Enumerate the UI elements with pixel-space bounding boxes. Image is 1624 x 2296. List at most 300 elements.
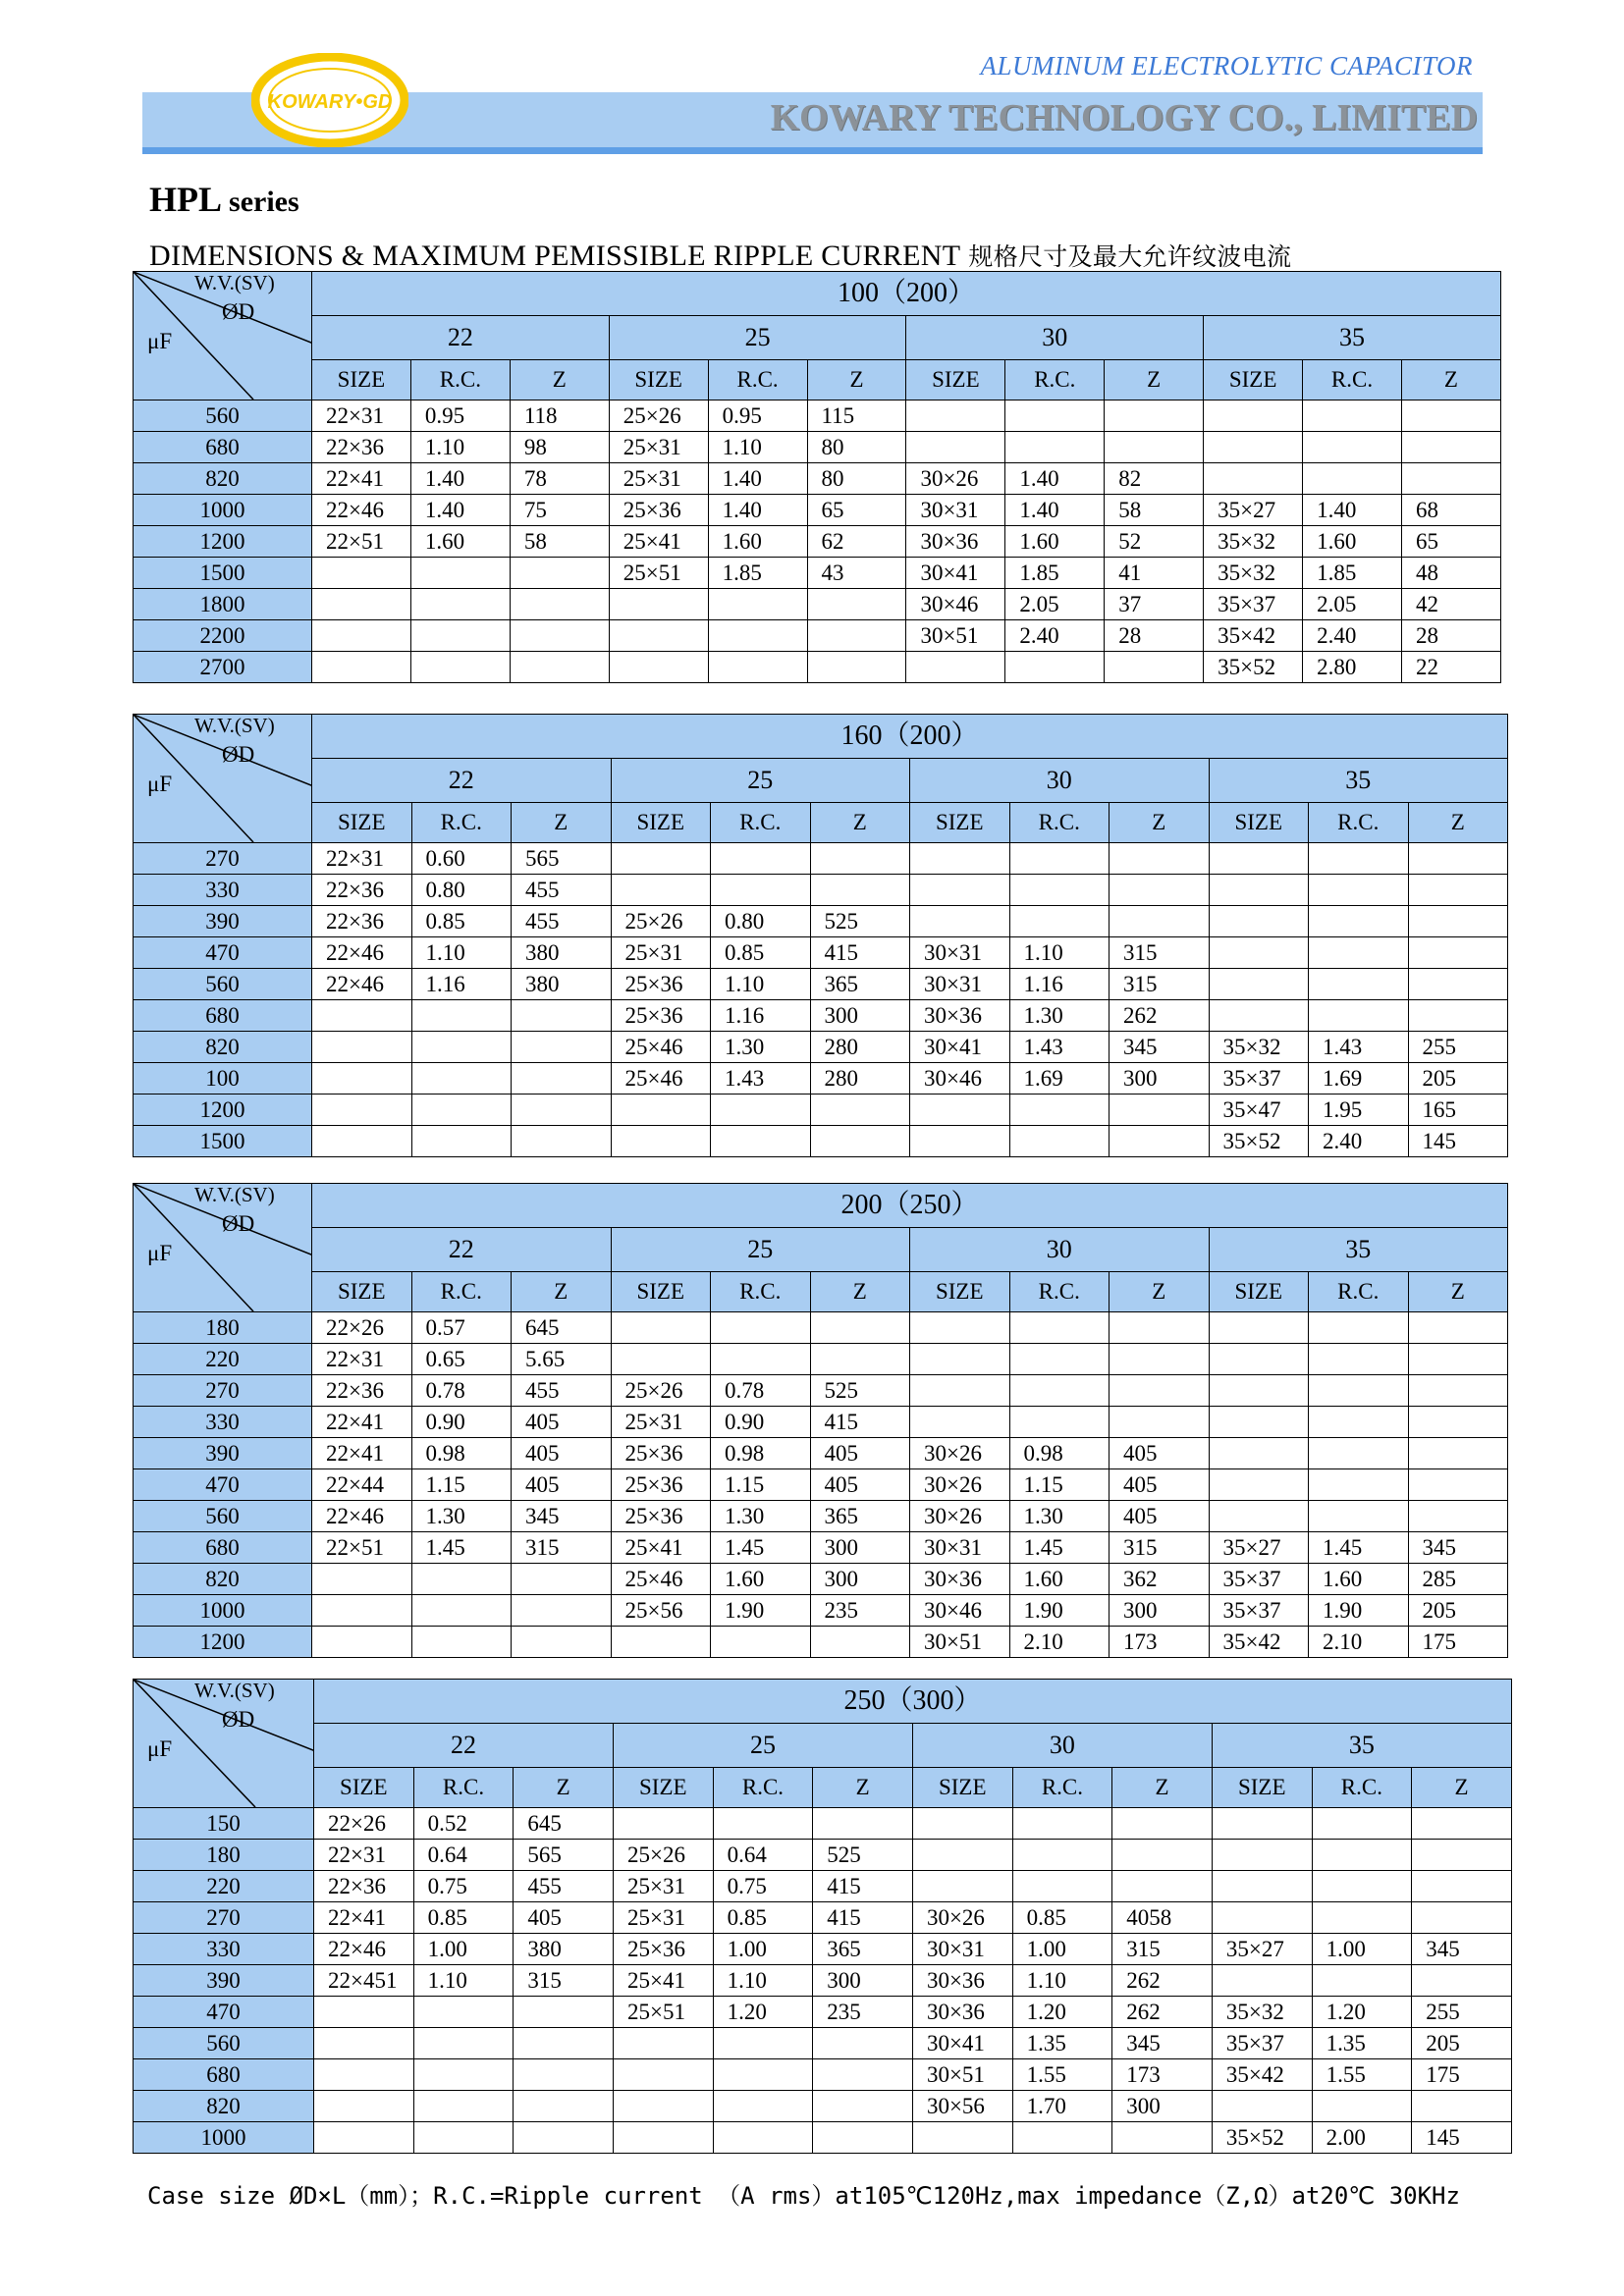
column-header: R.C. bbox=[411, 803, 512, 843]
impedance-cell bbox=[1408, 843, 1508, 875]
impedance-cell: 380 bbox=[512, 969, 612, 1000]
size-cell: 30×36 bbox=[910, 1564, 1010, 1595]
size-cell bbox=[912, 1871, 1012, 1902]
impedance-cell: 173 bbox=[1112, 2059, 1213, 2091]
impedance-cell bbox=[1408, 969, 1508, 1000]
size-cell: 25×36 bbox=[609, 495, 708, 526]
size-cell: 22×36 bbox=[312, 1375, 412, 1407]
size-cell bbox=[613, 2059, 713, 2091]
ripple-current-cell: 1.10 bbox=[711, 969, 811, 1000]
impedance-cell: 315 bbox=[1110, 937, 1210, 969]
size-cell bbox=[1212, 1808, 1312, 1840]
ripple-current-cell: 1.00 bbox=[413, 1934, 514, 1965]
ripple-current-cell bbox=[411, 1564, 512, 1595]
impedance-cell: 65 bbox=[1401, 526, 1500, 558]
impedance-cell bbox=[1112, 1871, 1213, 1902]
ripple-current-cell bbox=[711, 1344, 811, 1375]
impedance-cell: 315 bbox=[514, 1965, 614, 1997]
capacitance-cell: 680 bbox=[134, 2059, 314, 2091]
corner-header bbox=[134, 1680, 314, 1808]
impedance-cell: 255 bbox=[1412, 1997, 1512, 2028]
table-row bbox=[134, 2059, 1512, 2091]
ripple-current-cell: 0.57 bbox=[411, 1312, 512, 1344]
size-cell: 25×36 bbox=[611, 1438, 711, 1469]
column-header: SIZE bbox=[613, 1768, 713, 1808]
capacitance-cell: 330 bbox=[134, 1934, 314, 1965]
impedance-cell bbox=[1412, 1965, 1512, 1997]
size-cell bbox=[314, 2122, 414, 2154]
table-row bbox=[134, 843, 1508, 875]
size-cell bbox=[314, 2028, 414, 2059]
capacitance-cell: 330 bbox=[134, 875, 312, 906]
table-row bbox=[134, 969, 1508, 1000]
column-header: Z bbox=[1408, 1272, 1508, 1312]
column-header: Z bbox=[1105, 360, 1204, 400]
size-cell bbox=[312, 1063, 412, 1095]
table-row bbox=[134, 1532, 1508, 1564]
table-row bbox=[134, 1407, 1508, 1438]
ripple-current-cell bbox=[1009, 906, 1110, 937]
impedance-cell: 80 bbox=[807, 463, 906, 495]
ripple-current-cell bbox=[708, 652, 807, 683]
size-cell bbox=[1209, 1438, 1309, 1469]
ripple-current-cell: 1.90 bbox=[1009, 1595, 1110, 1627]
size-cell bbox=[611, 1095, 711, 1126]
size-cell bbox=[1209, 937, 1309, 969]
size-cell: 30×26 bbox=[910, 1501, 1010, 1532]
size-cell: 25×41 bbox=[609, 526, 708, 558]
impedance-cell: 255 bbox=[1408, 1032, 1508, 1063]
column-header: Z bbox=[510, 360, 609, 400]
ripple-current-cell: 1.40 bbox=[1303, 495, 1402, 526]
ripple-current-cell: 2.40 bbox=[1005, 620, 1105, 652]
impedance-cell bbox=[1110, 1312, 1210, 1344]
ripple-current-cell: 1.10 bbox=[411, 937, 512, 969]
column-header: R.C. bbox=[410, 360, 510, 400]
impedance-cell: 525 bbox=[813, 1840, 913, 1871]
impedance-cell bbox=[1401, 432, 1500, 463]
table-100v bbox=[133, 271, 1501, 683]
size-cell: 22×36 bbox=[312, 432, 411, 463]
column-header: SIZE bbox=[1212, 1768, 1312, 1808]
size-cell: 35×37 bbox=[1209, 1564, 1309, 1595]
impedance-cell: 380 bbox=[514, 1934, 614, 1965]
capacitance-cell: 820 bbox=[134, 463, 312, 495]
ripple-current-cell bbox=[413, 2122, 514, 2154]
diameter-header: 30 bbox=[906, 316, 1204, 360]
impedance-cell: 68 bbox=[1401, 495, 1500, 526]
impedance-cell bbox=[512, 1032, 612, 1063]
table-row bbox=[134, 937, 1508, 969]
corner-wv-label: W.V.(SV) bbox=[194, 271, 275, 294]
size-cell: 22×41 bbox=[312, 1407, 412, 1438]
table-row bbox=[134, 652, 1501, 683]
size-cell bbox=[910, 1375, 1010, 1407]
ripple-current-cell: 0.95 bbox=[708, 400, 807, 432]
table-160v bbox=[133, 714, 1508, 1157]
impedance-cell bbox=[810, 843, 910, 875]
impedance-cell bbox=[512, 1000, 612, 1032]
size-cell: 30×36 bbox=[912, 1965, 1012, 1997]
size-cell: 22×46 bbox=[312, 937, 412, 969]
ripple-current-cell bbox=[1312, 2091, 1412, 2122]
size-cell bbox=[611, 1312, 711, 1344]
impedance-cell: 175 bbox=[1412, 2059, 1512, 2091]
logo-text: KOWARY•GD bbox=[267, 91, 393, 113]
ripple-current-cell: 2.80 bbox=[1303, 652, 1402, 683]
size-cell: 35×42 bbox=[1212, 2059, 1312, 2091]
ripple-current-cell: 0.85 bbox=[711, 937, 811, 969]
table-row bbox=[134, 432, 1501, 463]
ripple-current-cell bbox=[1005, 652, 1105, 683]
size-cell: 35×32 bbox=[1204, 558, 1303, 589]
ripple-current-cell bbox=[713, 2122, 813, 2154]
ripple-current-cell: 0.78 bbox=[411, 1375, 512, 1407]
size-cell: 25×36 bbox=[611, 1000, 711, 1032]
ripple-current-cell: 0.98 bbox=[711, 1438, 811, 1469]
size-cell bbox=[910, 906, 1010, 937]
diameter-header: 35 bbox=[1204, 316, 1501, 360]
impedance-cell bbox=[1408, 1375, 1508, 1407]
ripple-current-cell bbox=[1009, 1126, 1110, 1157]
corner-diameter-label: ØD bbox=[222, 1211, 255, 1236]
capacitance-cell: 180 bbox=[134, 1840, 314, 1871]
impedance-cell bbox=[514, 2028, 614, 2059]
ripple-current-cell: 1.00 bbox=[1312, 1934, 1412, 1965]
impedance-cell: 58 bbox=[510, 526, 609, 558]
size-cell: 35×37 bbox=[1209, 1063, 1309, 1095]
impedance-cell: 405 bbox=[512, 1407, 612, 1438]
ripple-current-cell: 2.40 bbox=[1309, 1126, 1409, 1157]
ripple-current-cell: 1.10 bbox=[1012, 1965, 1112, 1997]
size-cell bbox=[609, 620, 708, 652]
size-cell bbox=[1209, 906, 1309, 937]
corner-wv-label: W.V.(SV) bbox=[194, 1679, 275, 1702]
ripple-current-cell: 1.70 bbox=[1012, 2091, 1112, 2122]
impedance-cell: 345 bbox=[1408, 1532, 1508, 1564]
size-cell: 35×32 bbox=[1212, 1997, 1312, 2028]
impedance-cell: 300 bbox=[1110, 1595, 1210, 1627]
size-cell: 35×52 bbox=[1204, 652, 1303, 683]
impedance-cell bbox=[514, 1997, 614, 2028]
ripple-current-cell: 0.90 bbox=[711, 1407, 811, 1438]
size-cell bbox=[312, 620, 411, 652]
ripple-current-cell bbox=[711, 875, 811, 906]
diameter-header: 30 bbox=[912, 1724, 1212, 1768]
size-cell: 22×51 bbox=[312, 526, 411, 558]
kowary-logo bbox=[251, 53, 408, 147]
corner-diameter-label: ØD bbox=[222, 1707, 255, 1732]
size-cell bbox=[1209, 1469, 1309, 1501]
impedance-cell bbox=[810, 1627, 910, 1658]
impedance-cell: 80 bbox=[807, 432, 906, 463]
size-cell: 30×46 bbox=[910, 1063, 1010, 1095]
subtitle-cn: 规格尺寸及最大允许纹波电流 bbox=[968, 242, 1292, 271]
ripple-current-cell: 1.60 bbox=[410, 526, 510, 558]
voltage-header: 100（200） bbox=[312, 272, 1501, 316]
ripple-current-cell: 1.43 bbox=[1309, 1032, 1409, 1063]
impedance-cell: 205 bbox=[1408, 1595, 1508, 1627]
ripple-current-cell: 0.98 bbox=[411, 1438, 512, 1469]
size-cell: 30×56 bbox=[912, 2091, 1012, 2122]
impedance-cell bbox=[1401, 463, 1500, 495]
impedance-cell bbox=[514, 2091, 614, 2122]
ripple-current-cell: 1.40 bbox=[1005, 495, 1105, 526]
impedance-cell: 43 bbox=[807, 558, 906, 589]
size-cell: 22×26 bbox=[312, 1312, 412, 1344]
series-title bbox=[149, 179, 299, 220]
impedance-cell bbox=[1408, 1344, 1508, 1375]
size-cell bbox=[312, 1627, 412, 1658]
impedance-cell: 300 bbox=[1110, 1063, 1210, 1095]
table-row bbox=[134, 875, 1508, 906]
size-cell bbox=[1209, 875, 1309, 906]
ripple-current-cell: 0.75 bbox=[413, 1871, 514, 1902]
capacitance-cell: 560 bbox=[134, 400, 312, 432]
impedance-cell bbox=[1412, 1840, 1512, 1871]
column-header: Z bbox=[514, 1768, 614, 1808]
impedance-cell: 405 bbox=[512, 1438, 612, 1469]
capacitance-cell: 1000 bbox=[134, 495, 312, 526]
capacitance-cell: 820 bbox=[134, 2091, 314, 2122]
ripple-current-cell: 1.35 bbox=[1312, 2028, 1412, 2059]
ripple-current-cell: 1.16 bbox=[711, 1000, 811, 1032]
capacitance-cell: 470 bbox=[134, 1469, 312, 1501]
size-cell: 22×41 bbox=[312, 463, 411, 495]
size-cell: 22×31 bbox=[312, 1344, 412, 1375]
table-row bbox=[134, 2091, 1512, 2122]
ripple-current-cell: 1.60 bbox=[711, 1564, 811, 1595]
ripple-current-cell bbox=[1009, 843, 1110, 875]
size-cell: 22×31 bbox=[314, 1840, 414, 1871]
ripple-current-cell bbox=[1312, 1871, 1412, 1902]
diameter-header: 25 bbox=[611, 759, 910, 803]
impedance-cell bbox=[510, 558, 609, 589]
impedance-cell: 405 bbox=[1110, 1501, 1210, 1532]
impedance-cell: 315 bbox=[512, 1532, 612, 1564]
column-header: SIZE bbox=[314, 1768, 414, 1808]
impedance-cell bbox=[810, 1344, 910, 1375]
impedance-cell: 405 bbox=[514, 1902, 614, 1934]
size-cell: 25×26 bbox=[613, 1840, 713, 1871]
size-cell: 25×36 bbox=[613, 1934, 713, 1965]
impedance-cell bbox=[807, 620, 906, 652]
capacitance-cell: 1200 bbox=[134, 526, 312, 558]
ripple-current-cell: 1.85 bbox=[1005, 558, 1105, 589]
size-cell: 35×52 bbox=[1212, 2122, 1312, 2154]
capacitance-cell: 270 bbox=[134, 1902, 314, 1934]
impedance-cell bbox=[514, 2059, 614, 2091]
header-bar-underline bbox=[142, 147, 1483, 154]
table-row bbox=[134, 526, 1501, 558]
impedance-cell: 415 bbox=[810, 1407, 910, 1438]
size-cell: 30×41 bbox=[910, 1032, 1010, 1063]
column-header: SIZE bbox=[912, 1768, 1012, 1808]
ripple-current-cell bbox=[1309, 1469, 1409, 1501]
impedance-cell bbox=[807, 589, 906, 620]
ripple-current-cell bbox=[1309, 1312, 1409, 1344]
table-row bbox=[134, 1095, 1508, 1126]
impedance-cell bbox=[1408, 1438, 1508, 1469]
impedance-cell: 455 bbox=[514, 1871, 614, 1902]
size-cell bbox=[1212, 1840, 1312, 1871]
impedance-cell: 365 bbox=[810, 969, 910, 1000]
impedance-cell: 315 bbox=[1110, 969, 1210, 1000]
table-row bbox=[134, 463, 1501, 495]
impedance-cell: 380 bbox=[512, 937, 612, 969]
size-cell: 35×52 bbox=[1209, 1126, 1309, 1157]
impedance-cell bbox=[1408, 1000, 1508, 1032]
ripple-current-cell bbox=[410, 558, 510, 589]
capacitance-cell: 560 bbox=[134, 1501, 312, 1532]
spec-table bbox=[133, 271, 1501, 683]
column-header: Z bbox=[810, 1272, 910, 1312]
ripple-current-cell: 1.30 bbox=[1009, 1000, 1110, 1032]
ripple-current-cell: 1.85 bbox=[1303, 558, 1402, 589]
ripple-current-cell bbox=[1309, 1407, 1409, 1438]
size-cell bbox=[910, 1312, 1010, 1344]
size-cell: 30×31 bbox=[906, 495, 1005, 526]
size-cell bbox=[1204, 400, 1303, 432]
size-cell: 30×31 bbox=[910, 1532, 1010, 1564]
size-cell bbox=[1212, 1965, 1312, 1997]
ripple-current-cell bbox=[1009, 1095, 1110, 1126]
size-cell: 25×51 bbox=[609, 558, 708, 589]
size-cell: 22×31 bbox=[312, 400, 411, 432]
size-cell bbox=[1209, 1344, 1309, 1375]
size-cell: 22×36 bbox=[312, 875, 412, 906]
ripple-current-cell bbox=[1312, 1808, 1412, 1840]
size-cell bbox=[613, 1808, 713, 1840]
ripple-current-cell: 0.80 bbox=[711, 906, 811, 937]
table-row bbox=[134, 1312, 1508, 1344]
ripple-current-cell bbox=[1009, 875, 1110, 906]
column-header: SIZE bbox=[906, 360, 1005, 400]
ripple-current-cell bbox=[1005, 432, 1105, 463]
ripple-current-cell: 1.35 bbox=[1012, 2028, 1112, 2059]
size-cell: 30×31 bbox=[910, 969, 1010, 1000]
diameter-header: 35 bbox=[1209, 759, 1508, 803]
ripple-current-cell bbox=[711, 1627, 811, 1658]
impedance-cell: 300 bbox=[1112, 2091, 1213, 2122]
capacitance-cell: 560 bbox=[134, 2028, 314, 2059]
impedance-cell: 145 bbox=[1412, 2122, 1512, 2154]
capacitance-cell: 1000 bbox=[134, 2122, 314, 2154]
size-cell: 25×56 bbox=[611, 1595, 711, 1627]
ripple-current-cell bbox=[1309, 1501, 1409, 1532]
size-cell bbox=[312, 558, 411, 589]
column-header: Z bbox=[512, 1272, 612, 1312]
table-row bbox=[134, 1997, 1512, 2028]
ripple-current-cell: 0.75 bbox=[713, 1871, 813, 1902]
size-cell bbox=[611, 1344, 711, 1375]
diameter-header: 30 bbox=[910, 759, 1210, 803]
impedance-cell bbox=[1110, 1375, 1210, 1407]
size-cell bbox=[1212, 2091, 1312, 2122]
ripple-current-cell: 2.00 bbox=[1312, 2122, 1412, 2154]
size-cell bbox=[609, 589, 708, 620]
impedance-cell: 285 bbox=[1408, 1564, 1508, 1595]
diameter-header: 22 bbox=[314, 1724, 614, 1768]
ripple-current-cell bbox=[711, 843, 811, 875]
impedance-cell: 300 bbox=[810, 1564, 910, 1595]
size-cell: 25×31 bbox=[609, 463, 708, 495]
ripple-current-cell bbox=[411, 1095, 512, 1126]
ripple-current-cell bbox=[1303, 463, 1402, 495]
table-row bbox=[134, 1934, 1512, 1965]
size-cell: 30×51 bbox=[910, 1627, 1010, 1658]
capacitance-cell: 330 bbox=[134, 1407, 312, 1438]
ripple-current-cell: 1.00 bbox=[1012, 1934, 1112, 1965]
ripple-current-cell bbox=[413, 2091, 514, 2122]
size-cell: 30×31 bbox=[910, 937, 1010, 969]
column-header: R.C. bbox=[1309, 803, 1409, 843]
ripple-current-cell: 1.40 bbox=[410, 495, 510, 526]
ripple-current-cell bbox=[1009, 1375, 1110, 1407]
impedance-cell: 78 bbox=[510, 463, 609, 495]
capacitance-cell: 680 bbox=[134, 1532, 312, 1564]
ripple-current-cell: 0.85 bbox=[713, 1902, 813, 1934]
size-cell bbox=[1212, 1871, 1312, 1902]
table-row bbox=[134, 589, 1501, 620]
size-cell: 30×26 bbox=[910, 1469, 1010, 1501]
impedance-cell bbox=[1112, 2122, 1213, 2154]
corner-diameter-label: ØD bbox=[222, 299, 255, 324]
ripple-current-cell bbox=[1309, 1000, 1409, 1032]
size-cell: 30×31 bbox=[912, 1934, 1012, 1965]
impedance-cell: 280 bbox=[810, 1063, 910, 1095]
impedance-cell: 415 bbox=[813, 1902, 913, 1934]
table-row bbox=[134, 400, 1501, 432]
impedance-cell: 345 bbox=[1112, 2028, 1213, 2059]
impedance-cell bbox=[1401, 400, 1500, 432]
ripple-current-cell: 2.40 bbox=[1303, 620, 1402, 652]
size-cell bbox=[910, 875, 1010, 906]
ripple-current-cell bbox=[1309, 843, 1409, 875]
impedance-cell: 455 bbox=[512, 906, 612, 937]
column-header: R.C. bbox=[711, 803, 811, 843]
size-cell: 25×41 bbox=[613, 1965, 713, 1997]
ripple-current-cell bbox=[708, 620, 807, 652]
size-cell bbox=[312, 1032, 412, 1063]
impedance-cell bbox=[807, 652, 906, 683]
ripple-current-cell bbox=[411, 1063, 512, 1095]
impedance-cell: 415 bbox=[810, 937, 910, 969]
impedance-cell: 345 bbox=[1110, 1032, 1210, 1063]
size-cell bbox=[613, 2091, 713, 2122]
column-header: SIZE bbox=[611, 1272, 711, 1312]
size-cell bbox=[906, 432, 1005, 463]
impedance-cell: 405 bbox=[1110, 1469, 1210, 1501]
ripple-current-cell: 1.40 bbox=[708, 495, 807, 526]
diameter-header: 30 bbox=[910, 1228, 1210, 1272]
impedance-cell: 525 bbox=[810, 1375, 910, 1407]
ripple-current-cell: 2.05 bbox=[1005, 589, 1105, 620]
impedance-cell: 300 bbox=[810, 1532, 910, 1564]
capacitance-cell: 680 bbox=[134, 1000, 312, 1032]
size-cell: 30×26 bbox=[906, 463, 1005, 495]
impedance-cell bbox=[813, 2091, 913, 2122]
capacitance-cell: 1200 bbox=[134, 1627, 312, 1658]
ripple-current-cell: 1.16 bbox=[1009, 969, 1110, 1000]
column-header: R.C. bbox=[1312, 1768, 1412, 1808]
ripple-current-cell: 1.45 bbox=[711, 1532, 811, 1564]
impedance-cell: 315 bbox=[1112, 1934, 1213, 1965]
impedance-cell bbox=[1110, 1126, 1210, 1157]
size-cell bbox=[910, 1095, 1010, 1126]
size-cell bbox=[1204, 463, 1303, 495]
size-cell: 25×31 bbox=[613, 1902, 713, 1934]
